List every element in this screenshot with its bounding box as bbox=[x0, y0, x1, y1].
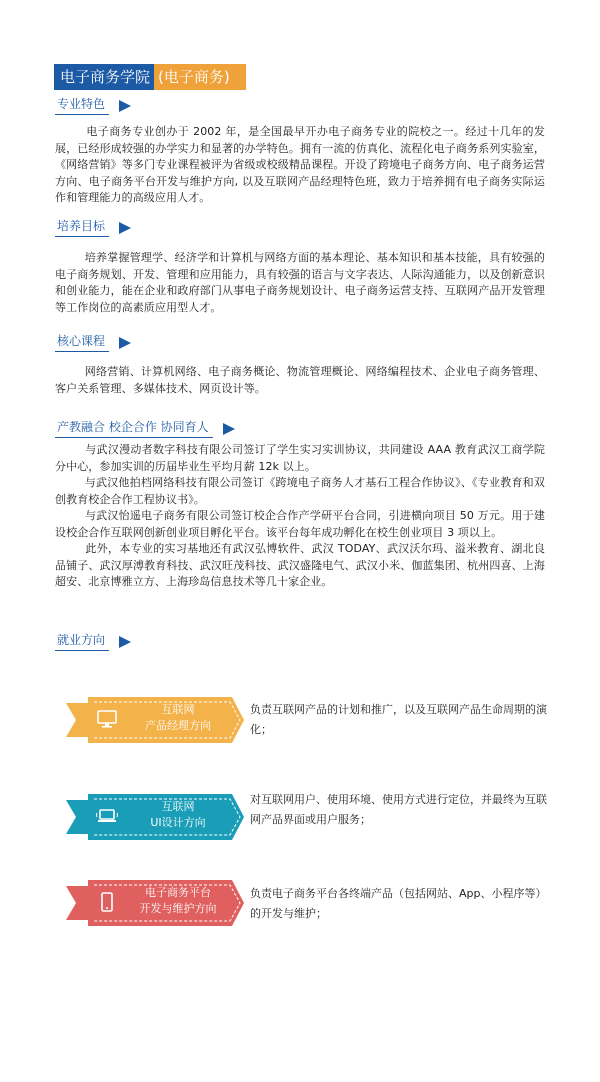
career-ribbon-product-manager bbox=[66, 697, 244, 743]
career-line2: UI设计方向 bbox=[150, 816, 206, 829]
section-heading-careers bbox=[55, 632, 131, 651]
career-description: 负责互联网产品的计划和推广，以及互联网产品生命周期的演化； bbox=[250, 703, 547, 736]
career-title bbox=[118, 885, 238, 917]
cooperation-paragraph: 与武汉漫动者数字科技有限公司签订了学生实习实训协议，共同建设 AAA 教育武汉工商学院分中心，参加实训的历届毕业生平均月薪 12k 以上。 与武汉他拍档网络科技有限公司签订《跨境电子商务人才基石工程合作协议》、《专业教育和双创教育校企合作工程协议书》。 与武汉怡遥电子商务有限公司签订校企合作产学研平台合同，引进横向项目 50 万元。用于建设校企合作互联网创新创业项目孵化平台。该平台每年成功孵化在校生创业项目 3 项以上。 此外，本专业的实习基地还有武汉弘博软件、武汉 TODAY、武汉沃尔玛、溢米教育、湖北良品铺子、武汉厚溥教育科技、武汉旺茂科技、武汉盛隆电气、武汉小米、伽蓝集团、杭州四喜、上海超安、北京博雅立方、上海珍岛信息技术等几十家企业。 bbox=[55, 443, 545, 588]
career-ribbon-ecommerce-platform bbox=[66, 880, 244, 926]
section-label: 核心课程 bbox=[55, 333, 109, 352]
career-description: 负责电子商务平台各终端产品（包括网站、App、小程序等）的开发与维护； bbox=[250, 887, 547, 920]
computer-wifi-icon bbox=[96, 805, 118, 827]
career-title bbox=[118, 702, 238, 734]
features-paragraph: 电子商务专业创办于 2002 年，是全国最早开办电子商务专业的院校之一。经过十几年的发展，已经形成较强的办学实力和显著的办学特色。拥有一流的仿真化、流程化电子商务系列实验室，《网络营销》等多门专业课程被评为省级或校级精品课程。开设了跨境电子商务方向、电子商务运营方向、电子商务平台开发与维护方向, 以及互联网产品经理特色班，致力于培养拥有电子商务实际运作和管理能力的高级应用人才。 bbox=[55, 125, 545, 204]
arrow-right-icon bbox=[223, 423, 235, 435]
page-title bbox=[54, 64, 246, 90]
arrow-right-icon bbox=[119, 337, 131, 349]
goals-paragraph: 培养掌握管理学、经济学和计算机与网络方面的基本理论、基本知识和基本技能，具有较强的电子商务规划、开发、管理和应用能力，具有较强的语言与文字表达、人际沟通能力，以及创新意识和创业能力，能在企业和政府部门从事电子商务规划设计、电子商务运营支持、互联网产品开发管理等工作岗位的高素质应用型人才。 bbox=[55, 251, 545, 314]
major-name: (电子商务) bbox=[154, 64, 246, 90]
career-line1: 电子商务平台 bbox=[145, 886, 211, 899]
section-label: 产教融合 校企合作 协同育人 bbox=[55, 419, 213, 438]
arrow-right-icon bbox=[119, 100, 131, 112]
career-description: 对互联网用户、使用环境、使用方式进行定位，并最终为互联网产品界面或用户服务； bbox=[250, 793, 547, 826]
section-heading-cooperation bbox=[55, 419, 235, 438]
section-label: 就业方向 bbox=[55, 632, 109, 651]
section-label: 培养目标 bbox=[55, 218, 109, 237]
phone-icon bbox=[96, 891, 118, 913]
career-line1: 互联网 bbox=[161, 800, 195, 813]
section-heading-goals bbox=[55, 218, 131, 237]
section-heading-courses bbox=[55, 333, 131, 352]
career-title bbox=[118, 799, 238, 831]
career-ribbon-ui-design bbox=[66, 794, 244, 840]
section-label: 专业特色 bbox=[55, 96, 109, 115]
career-line1: 互联网 bbox=[161, 703, 195, 716]
section-heading-features bbox=[55, 96, 131, 115]
career-line2: 开发与维护方向 bbox=[139, 902, 217, 915]
monitor-icon bbox=[96, 708, 118, 730]
career-line2: 产品经理方向 bbox=[145, 719, 211, 732]
courses-paragraph: 网络营销、计算机网络、电子商务概论、物流管理概论、网络编程技术、企业电子商务管理、客户关系管理、多媒体技术、网页设计等。 bbox=[55, 365, 545, 395]
arrow-right-icon bbox=[119, 636, 131, 648]
arrow-right-icon bbox=[119, 222, 131, 234]
college-name: 电子商务学院 bbox=[54, 64, 154, 90]
